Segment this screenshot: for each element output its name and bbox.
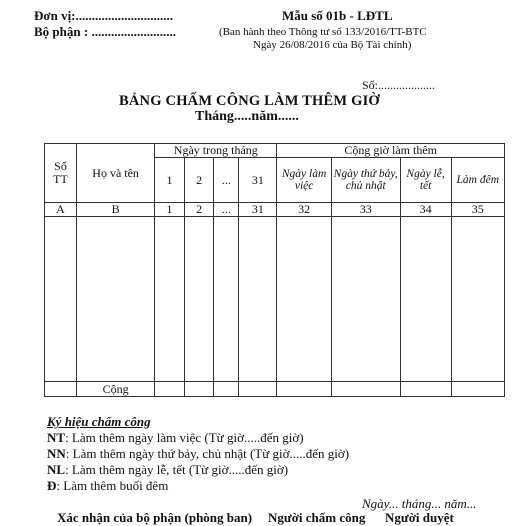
total-cell — [155, 382, 185, 397]
code-cell: 34 — [400, 203, 451, 217]
total-cell — [214, 382, 239, 397]
header-stt-line1: Số — [54, 159, 67, 174]
code-cell: 1 — [155, 203, 185, 217]
form-code: Mẫu số 01b - LĐTL — [282, 8, 393, 23]
code-cell: 33 — [331, 203, 400, 217]
legend-item — [47, 430, 304, 446]
legend-code: Đ — [47, 478, 57, 493]
legend-text: : Làm thêm ngày thứ bảy, chủ nhật (Từ giờ.....đến giờ) — [65, 446, 350, 461]
total-cell — [277, 382, 332, 397]
unit-label: Đơn vị:.............................. — [34, 8, 174, 23]
legend-heading: Ký hiệu chấm công — [47, 414, 151, 429]
body-cell — [77, 217, 155, 382]
header-ot-workday: Ngày làm việc — [277, 158, 332, 203]
legend-text: : Làm thêm buổi đêm — [56, 478, 169, 493]
legend-code: NT — [47, 430, 66, 445]
department-label: Bộ phận : .......................... — [34, 24, 176, 39]
header-overtime-group: Cộng giờ làm thêm — [277, 144, 505, 158]
sign-department: Xác nhận của bộ phận (phòng ban) — [57, 510, 253, 525]
code-cell: 2 — [184, 203, 214, 217]
body-cell — [277, 217, 332, 382]
page-subtitle: Tháng.....năm...... — [195, 109, 299, 124]
header-day-dots: ... — [214, 158, 239, 203]
code-cell: 35 — [451, 203, 504, 217]
legend-item — [47, 446, 349, 462]
code-cell: 31 — [239, 203, 277, 217]
timesheet-table — [44, 143, 505, 397]
header-stt-line2: TT — [53, 172, 68, 186]
legend-item — [47, 478, 168, 494]
total-cell — [400, 382, 451, 397]
legend-text: : Làm thêm ngày lễ, tết (Từ giờ.....đến giờ) — [65, 462, 289, 477]
body-cell — [155, 217, 185, 382]
header-day-1: 1 — [155, 158, 185, 203]
code-cell: ... — [214, 203, 239, 217]
body-cell — [45, 217, 77, 382]
issued-date: Ngày 26/08/2016 của Bộ Tài chính) — [253, 39, 412, 51]
date-line: Ngày... tháng... năm... — [362, 496, 477, 511]
total-cell — [184, 382, 214, 397]
total-cell — [451, 382, 504, 397]
total-label: Cộng — [77, 382, 155, 397]
document-number: Số:................... — [362, 78, 436, 92]
header-day-31: 31 — [239, 158, 277, 203]
body-cell — [400, 217, 451, 382]
body-cell — [214, 217, 239, 382]
code-cell: 32 — [277, 203, 332, 217]
issued-by: (Ban hành theo Thông tư số 133/2016/TT-BTC — [219, 26, 427, 38]
body-cell — [331, 217, 400, 382]
code-cell: A — [45, 203, 77, 217]
header-ot-holiday: Ngày lễ, tết — [400, 158, 451, 203]
header-stt — [45, 144, 77, 203]
body-cell — [451, 217, 504, 382]
header-day-2: 2 — [184, 158, 214, 203]
header-ot-weekend: Ngày thứ bảy, chủ nhật — [331, 158, 400, 203]
body-cell — [239, 217, 277, 382]
body-cell — [184, 217, 214, 382]
total-cell — [239, 382, 277, 397]
header-ot-night: Làm đêm — [451, 158, 504, 203]
total-cell — [331, 382, 400, 397]
header-name: Họ và tên — [77, 144, 155, 203]
sign-timekeeper: Người chấm công — [268, 510, 366, 525]
total-cell — [45, 382, 77, 397]
page-title: BẢNG CHẤM CÔNG LÀM THÊM GIỜ — [119, 93, 380, 109]
legend-item — [47, 462, 288, 478]
legend-text: : Làm thêm ngày làm việc (Từ giờ.....đến giờ) — [65, 430, 304, 445]
sign-approver: Người duyệt — [385, 510, 454, 525]
header-days-group: Ngày trong tháng — [155, 144, 277, 158]
code-cell: B — [77, 203, 155, 217]
legend-code: NL — [47, 462, 66, 477]
legend-code: NN — [47, 446, 66, 461]
